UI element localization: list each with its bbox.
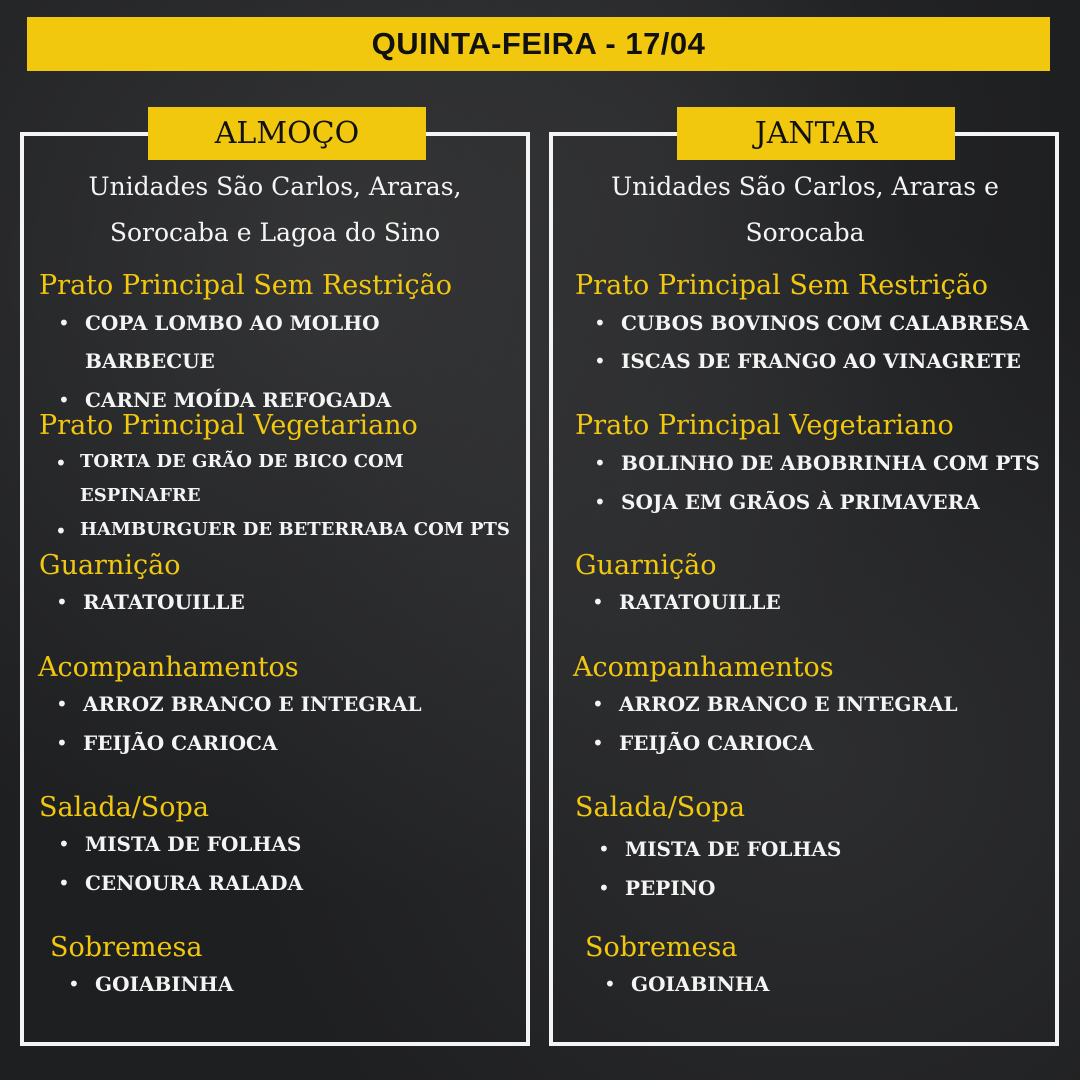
bullet-icon: •: [594, 490, 606, 514]
jantar-section-acompanhamentos: Acompanhamentos: [573, 652, 834, 683]
almoco-section-principal: Prato Principal Sem Restrição: [39, 270, 453, 301]
bullet-icon: •: [56, 731, 68, 755]
page-title: QUINTA-FEIRA - 17/04: [27, 17, 1050, 71]
almoco-item-acomp-1: ARROZ BRANCO E INTEGRAL: [83, 692, 422, 716]
jantar-tab: JANTAR: [677, 107, 955, 160]
bullet-icon: •: [598, 837, 610, 861]
bullet-icon: •: [592, 590, 604, 614]
bullet-icon: •: [58, 311, 70, 335]
jantar-subtitle-line1: Unidades São Carlos, Araras e: [611, 172, 999, 201]
almoco-item-principal-2: CARNE MOÍDA REFOGADA: [85, 388, 392, 412]
almoco-section-salada: Salada/Sopa: [39, 792, 209, 823]
jantar-item-principal-2: ISCAS DE FRANGO AO VINAGRETE: [621, 349, 1021, 373]
jantar-item-salada-2: PEPINO: [625, 876, 716, 900]
almoco-item-principal-1b: BARBECUE: [85, 349, 215, 373]
jantar-item-guarnicao-1: RATATOUILLE: [619, 590, 781, 614]
bullet-icon: •: [56, 590, 68, 614]
jantar-section-guarnicao: Guarnição: [575, 550, 717, 581]
jantar-item-veg-1: BOLINHO DE ABOBRINHA COM PTS: [621, 451, 1040, 475]
jantar-subtitle-line2: Sorocaba: [745, 218, 865, 247]
bullet-icon: •: [58, 832, 70, 856]
jantar-section-salada: Salada/Sopa: [575, 792, 745, 823]
almoco-section-acompanhamentos: Acompanhamentos: [38, 652, 299, 683]
bullet-icon: •: [604, 972, 616, 996]
jantar-item-acomp-2: FEIJÃO CARIOCA: [619, 731, 814, 755]
bullet-icon: •: [55, 451, 67, 475]
bullet-icon: •: [58, 388, 70, 412]
almoco-section-guarnicao: Guarnição: [39, 550, 181, 581]
bullet-icon: •: [594, 311, 606, 335]
almoco-item-guarnicao-1: RATATOUILLE: [83, 590, 245, 614]
jantar-item-acomp-1: ARROZ BRANCO E INTEGRAL: [619, 692, 958, 716]
almoco-item-veg-2: HAMBURGUER DE BETERRABA COM PTS: [80, 519, 510, 540]
jantar-section-principal: Prato Principal Sem Restrição: [575, 270, 989, 301]
jantar-item-veg-2: SOJA EM GRÃOS À PRIMAVERA: [621, 490, 980, 514]
bullet-icon: •: [58, 871, 70, 895]
almoco-item-principal-1a: COPA LOMBO AO MOLHO: [85, 311, 380, 335]
bullet-icon: •: [592, 692, 604, 716]
almoco-subtitle: [25, 164, 525, 256]
bullet-icon: •: [592, 731, 604, 755]
jantar-item-principal-1: CUBOS BOVINOS COM CALABRESA: [621, 311, 1029, 335]
bullet-icon: •: [68, 972, 80, 996]
jantar-item-salada-1: MISTA DE FOLHAS: [625, 837, 842, 861]
almoco-item-veg-1a: TORTA DE GRÃO DE BICO COM: [80, 451, 404, 472]
bullet-icon: •: [56, 692, 68, 716]
almoco-subtitle-line2: Sorocaba e Lagoa do Sino: [109, 218, 441, 247]
almoco-item-veg-1b: ESPINAFRE: [80, 485, 201, 506]
jantar-section-sobremesa: Sobremesa: [585, 932, 738, 963]
jantar-section-vegetariano: Prato Principal Vegetariano: [575, 410, 954, 441]
almoco-item-sobremesa-1: GOIABINHA: [95, 972, 234, 996]
bullet-icon: •: [594, 349, 606, 373]
almoco-item-salada-2: CENOURA RALADA: [85, 871, 303, 895]
bullet-icon: •: [55, 519, 67, 543]
almoco-item-acomp-2: FEIJÃO CARIOCA: [83, 731, 278, 755]
almoco-subtitle-line1: Unidades São Carlos, Araras,: [88, 172, 462, 201]
bullet-icon: •: [594, 451, 606, 475]
almoco-item-salada-1: MISTA DE FOLHAS: [85, 832, 302, 856]
almoco-section-vegetariano: Prato Principal Vegetariano: [39, 410, 418, 441]
almoco-tab: ALMOÇO: [148, 107, 426, 160]
almoco-section-sobremesa: Sobremesa: [50, 932, 203, 963]
bullet-icon: •: [598, 876, 610, 900]
jantar-subtitle: [555, 164, 1055, 256]
jantar-item-sobremesa-1: GOIABINHA: [631, 972, 770, 996]
